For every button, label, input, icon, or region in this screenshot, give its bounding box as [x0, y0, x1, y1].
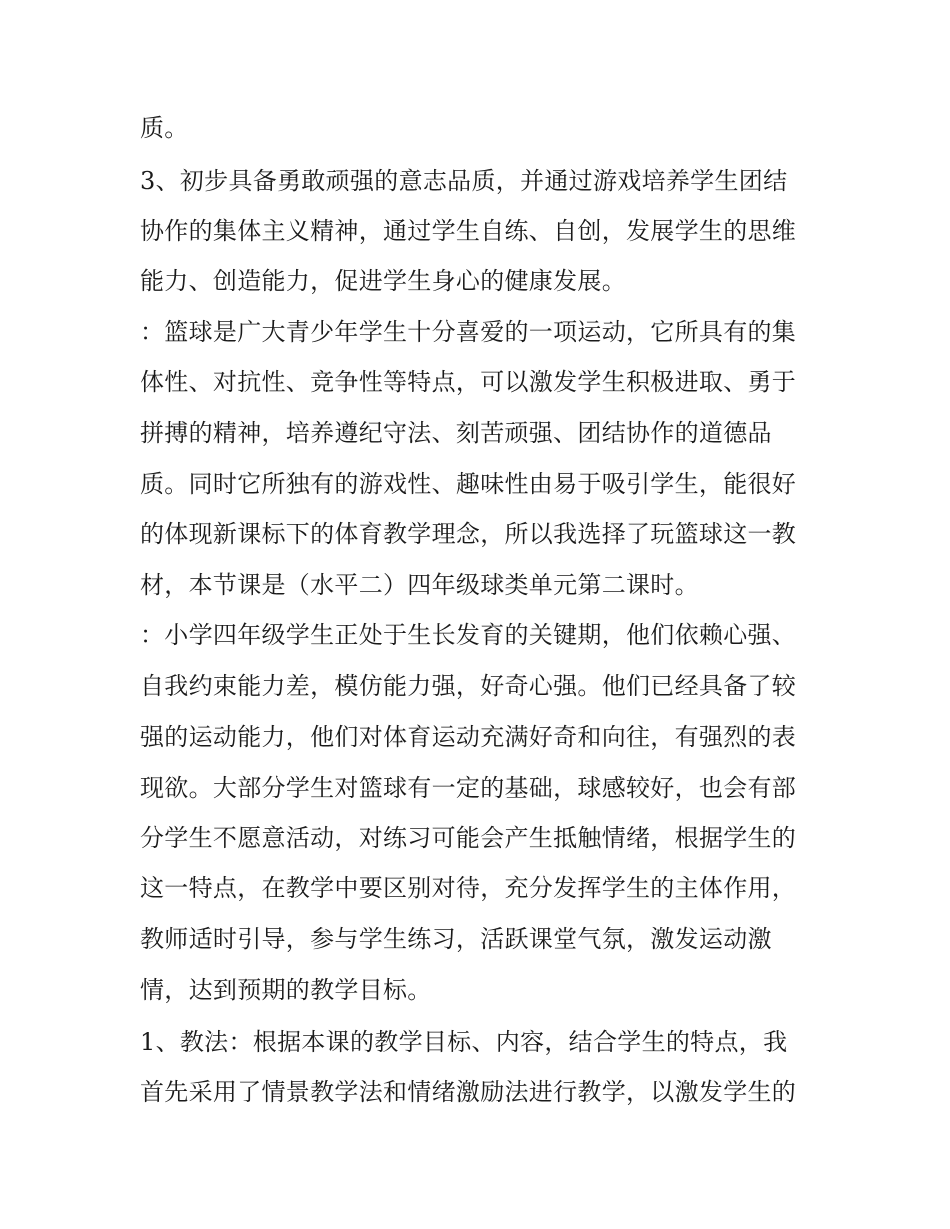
text-line: 分学生不愿意活动，对练习可能会产生抵触情绪，根据学生的 — [140, 824, 797, 852]
text-line: 自我约束能力差，模仿能力强，好奇心强。他们已经具备了较 — [140, 672, 797, 700]
text-line: 教师适时引导，参与学生练习，活跃课堂气氛，激发运动激 — [140, 925, 772, 953]
text-line: 质。 — [140, 114, 189, 142]
text-line: 3、初步具备勇敢顽强的意志品质，并通过游戏培养学生团结 — [140, 167, 788, 195]
text-line: 材，本节课是（水平二）四年级球类单元第二课时。 — [140, 571, 699, 599]
text-line: 这一特点，在教学中要区别对待，充分发挥学生的主体作用， — [140, 874, 797, 902]
text-line: 质。同时它所独有的游戏性、趣味性由易于吸引学生，能很好 — [140, 470, 797, 498]
text-line: 的体现新课标下的体育教学理念，所以我选择了玩篮球这一教 — [140, 520, 797, 548]
text-line: 现欲。大部分学生对篮球有一定的基础，球感较好，也会有部 — [140, 774, 797, 802]
text-line: 强的运动能力，他们对体育运动充满好奇和向往，有强烈的表 — [140, 723, 797, 751]
text-line: 拼搏的精神，培养遵纪守法、刻苦顽强、团结协作的道德品 — [140, 419, 772, 447]
text-line: ：小学四年级学生正处于生长发育的关键期，他们依赖心强、 — [140, 621, 797, 649]
text-line: ：篮球是广大青少年学生十分喜爱的一项运动，它所具有的集 — [140, 318, 797, 346]
text-line: 1、教法：根据本课的教学目标、内容，结合学生的特点，我 — [140, 1028, 788, 1056]
text-line: 协作的集体主义精神，通过学生自练、自创，发展学生的思维 — [140, 217, 797, 245]
text-line: 情，达到预期的教学目标。 — [140, 976, 432, 1004]
text-line: 首先采用了情景教学法和情绪激励法进行教学，以激发学生的 — [140, 1078, 797, 1106]
text-line: 体性、对抗性、竞争性等特点，可以激发学生积极进取、勇于 — [140, 368, 797, 396]
text-line: 能力、创造能力，促进学生身心的健康发展。 — [140, 267, 626, 295]
